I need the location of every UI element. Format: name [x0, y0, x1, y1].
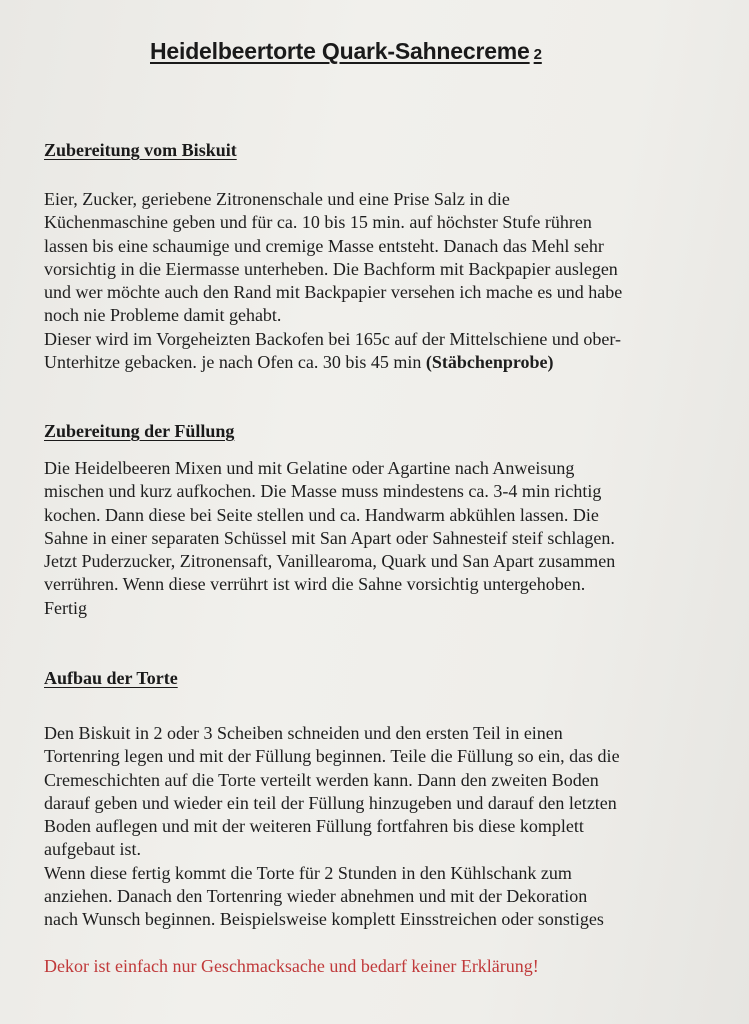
text-line: lassen bis eine schaumige und cremige Masse entsteht. Danach das Mehl sehr	[44, 235, 604, 256]
text-line: mischen und kurz aufkochen. Die Masse muss mindestens ca. 3-4 min richtig	[44, 481, 602, 502]
text-line: vorsichtig in die Eiermasse unterheben. Die Bachform mit Backpapier auslegen	[44, 258, 618, 279]
text-line: Den Biskuit in 2 oder 3 Scheiben schneiden und den ersten Teil in einen	[44, 723, 563, 743]
text-line-last	[44, 351, 734, 374]
title-page-number: 2	[533, 46, 542, 63]
text-line: und wer möchte auch den Rand mit Backpapier versehen ich mache es und habe	[44, 282, 623, 303]
text-line: Cremeschichten auf die Torte verteilt werden kann. Dann den zweiten Boden	[44, 769, 599, 790]
text-line: noch nie Probleme damit gehabt.	[44, 305, 282, 326]
page-title	[150, 38, 542, 65]
text-line: Wenn diese fertig kommt die Torte für 2 Stunden in den Kühlschank zum	[44, 862, 572, 883]
section-body-aufbau	[44, 722, 734, 932]
text-line: Dieser wird im Vorgeheizten Backofen bei 165c auf der Mittelschiene und ober-	[44, 328, 621, 349]
text-line: Die Heidelbeeren Mixen und mit Gelatine oder Agartine nach Anweisung	[44, 458, 575, 478]
section-heading-biskuit: Zubereitung vom Biskuit	[44, 140, 237, 160]
dekor-note: Dekor ist einfach nur Geschmacksache und bedarf keiner Erklärung!	[44, 956, 539, 976]
text-line: Eier, Zucker, geriebene Zitronenschale und eine Prise Salz in die	[44, 189, 510, 209]
text-line: darauf geben und wieder ein teil der Füllung hinzugeben und darauf den letzten	[44, 792, 617, 813]
section-heading-aufbau: Aufbau der Torte	[44, 668, 178, 688]
text-line: Boden auflegen und mit der weiteren Füllung fortfahren bis diese komplett	[44, 816, 584, 837]
text-line: Sahne in einer separaten Schüssel mit San Apart oder Sahnesteif steif schlagen.	[44, 527, 615, 548]
text-line: Jetzt Puderzucker, Zitronensaft, Vanillearoma, Quark und San Apart zusammen	[44, 551, 616, 572]
section-body-fuellung	[44, 457, 734, 620]
section-heading-fuellung: Zubereitung der Füllung	[44, 421, 235, 441]
last-line-text: Unterhitze gebacken. je nach Ofen ca. 30 bis 45 min	[44, 352, 422, 373]
text-line: Fertig	[44, 597, 87, 618]
text-line: verrühren. Wenn diese verrührt ist wird die Sahne vorsichtig untergehoben.	[44, 574, 586, 595]
text-line: kochen. Dann diese bei Seite stellen und ca. Handwarm abkühlen lassen. Die	[44, 504, 599, 525]
text-line: aufgebaut ist.	[44, 839, 141, 860]
text-line: nach Wunsch beginnen. Beispielsweise komplett Einsstreichen oder sonstiges	[44, 909, 604, 930]
text-line: Tortenring legen und mit der Füllung beginnen. Teile die Füllung so ein, das die	[44, 746, 620, 767]
section-body-biskuit	[44, 188, 734, 374]
text-line: Küchenmaschine geben und für ca. 10 bis 15 min. auf höchster Stufe rühren	[44, 212, 592, 233]
title-main: Heidelbeertorte Quark-Sahnecreme	[150, 38, 530, 64]
text-line: anziehen. Danach den Tortenring wieder abnehmen und mit der Dekoration	[44, 886, 588, 907]
last-line-bold: (Stäbchenprobe)	[425, 352, 554, 373]
